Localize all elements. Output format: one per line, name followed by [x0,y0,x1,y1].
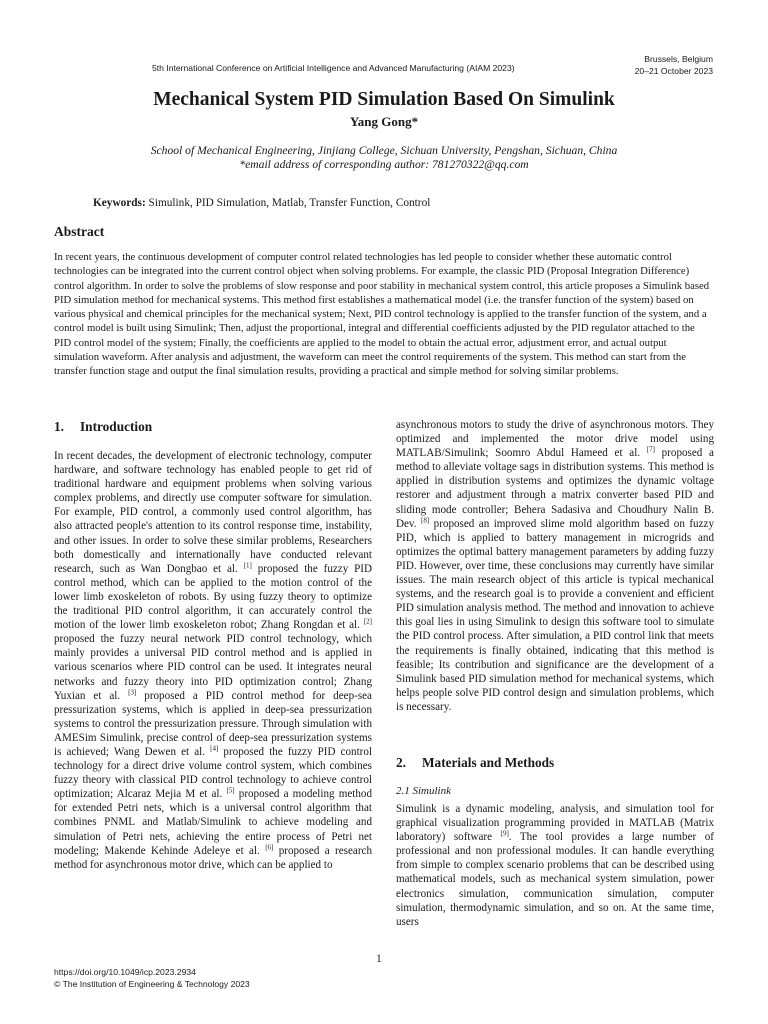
citation: [8] [421,515,430,524]
intro-text: proposed the fuzzy PID control method, which can be applied to the motion control of the lower limb exoskeleton of robots. By using fuzzy theory to optimize the traditional PID control algorithm, it can accurately control the motion of the lower limb exoskeleton robot; Zhang Rongdan et al. [54,562,373,632]
citation: [1] [243,561,252,570]
intro-paragraph-right [396,418,714,714]
keywords [93,197,430,209]
conference-location-dates [635,53,713,77]
intro-text: proposed a modeling method for extended Petri nets, which is a universal control algorithm that combines PNML and Matlab/Simulink to achieve modeling and simulation of Petri nets, achieving the entire process of Petri net modeling; Makende Kehinde Adeleye et al. [54,788,372,857]
abstract-heading: Abstract [54,224,105,239]
copyright: © The Institution of Engineering & Technology 2023 [54,978,250,989]
paper-author: Yang Gong* [349,114,419,129]
affiliation: School of Mechanical Engineering, Jinjiang College, Sichuan University, Pengshan, Sichuan, China [150,144,618,157]
intro-text: proposed the fuzzy PID control technology for a direct drive volume control system, which combines fuzzy theory with classical PID control technology to achieve control optimization; Alcaraz Mejia M et al. [54,745,372,801]
subsection-heading-simulink: 2.1 Simulink [396,785,451,797]
section-heading-introduction [54,419,152,435]
page-number: 1 [376,953,382,965]
doi-link[interactable]: https://doi.org/10.1049/icp.2023.2934 [54,967,196,977]
section-title: Materials and Methods [422,755,555,770]
intro-text: proposed the fuzzy neural network PID control technology, which mainly provides a universal PID control method and is applied in various scenarios where PID control can be used. It integrates neural networks and fuzzy theory into PID optimization control; Zhang Yuxian et al. [54,633,372,702]
methods-text: . The tool provides a large number of professional and non professional modules. It can handle everything from simple to complex scenario problems that can be described using mathematical models, such as mechanical system simulation, power electronics simulation, communication simulation, computer simulation, thermodynamic simulation, and so on. At the same time, users [396,831,714,928]
citation: [6] [265,842,274,851]
citation: [7] [646,445,655,454]
section-title: Introduction [80,419,153,434]
conference-name: 5th International Conference on Artificial Intelligence and Advanced Manufacturing (AIAM 2023) [152,63,515,73]
citation: [4] [210,744,219,753]
abstract-text: In recent years, the continuous development of computer control related technologies has led people to consider whether these automatic control technologies can be integrated into the current control object when solving problems. For example, the classic PID (Proposal Integration Difference) control algorithm. In order to solve the problems of slow response and poor stability in mechanical system control, this article proposes a Simulink based PID simulation method for mechanical systems. This method first establishes a mathematical model (i.e. the transfer function of the system) based on various physical and chemical principles for the mechanical system; Next, PID control technology is applied to the transfer function of the system, and a control model is built using Simulink; Then, adjust the proportional, integral and differential coefficients adjusted by the PID regulator attached to the PID control model of the system; Finally, the coefficients are applied to the model to obtain the actual error, adjustment error, and actual output simulation waveform. After analysis and adjustment, the waveform can meet the control requirements of the system. This method can start from the transfer function stage and output the final simulation results, providing a practical and simple method for solving similar problems. [54,251,710,378]
intro-text: proposed a research method for asynchronous motor drive, which can be applied to [54,844,372,871]
methods-paragraph [396,802,714,929]
intro-paragraph-left [54,449,372,872]
methods-text: Simulink is a dynamic modeling, analysis, and simulation tool for graphical visualization programming provided in MATLAB (Matrix laboratory) software [396,803,714,844]
section-heading-methods [396,755,554,771]
citation: [2] [363,617,373,626]
corresponding-email: *email address of corresponding author: 781270322@qq.com [239,158,529,171]
intro-text: proposed a PID control method for deep-sea pressurization systems, which is applied in deep-sea pressurization systems to control the pressurization pressure. Through simulation with AMESim Simulink, precise control of deep-sea pressurization systems is achieved; Wang Dewen et al. [54,689,372,758]
intro-text: asynchronous motors to study the drive of asynchronous motors. They optimized and implemented the motor drive model using MATLAB/Simulink; Soomro Abdul Hameed et al. [396,419,714,460]
keywords-list: Simulink, PID Simulation, Matlab, Transfer Function, Control [148,197,431,209]
intro-text: In recent decades, the development of electronic technology, computer hardware, and software technology has enabled people to get rid of traditional hardware and equipment problems when solving various complex problems, and directly use computer software for simulation. For example, PID control, a commonly used control algorithm, has also attracted people's attention to its control response time, instability, and other issues. In order to solve these similar problems, Researchers both domestically and internationally have conducted relevant research, such as Wan Dongbao et al. [54,450,372,575]
author-affiliation-block [0,144,768,172]
footer-info [54,967,250,990]
conference-location: Brussels, Belgium [644,54,713,64]
paper-title: Mechanical System PID Simulation Based On Simulink [153,89,615,110]
intro-text: proposed a method to alleviate voltage sags in distribution systems. This method is applied in distribution systems and optimizes the dynamic voltage restorer and adjustment through a matrix converter based PID and sliding mode controller; Behera Sadasiva and Choudhury Nalin B. Dev. [396,447,714,530]
conference-dates: 20–21 October 2023 [634,66,713,76]
intro-text: proposed an improved slime mold algorithm based on fuzzy PID, which is applied to battery management in microgrids and optimizes the optimal battery management parameters by adding fuzzy PID. However, over time, these conclusions may currently have similar issues. The main research object of this article is typical mechanical systems, and the research goal is to provide a convenient and efficient PID simulation analysis method. The method and innovation to achieve this goal lies in using Simulink to design this software tool to simulate the PID control process. After simulation, a PID control link that meets the requirements is finally obtained, indicating that this method is feasible; Its contribution and significance are the development of a Simulink based PID simulation method for mechanical systems, which helps people solve PID control design and simulation problems, which is necessary. [396,517,714,713]
section-number: 2. [396,755,406,770]
citation: [3] [128,687,137,696]
citation: [5] [226,786,235,795]
section-number: 1. [54,419,64,434]
keywords-label: Keywords: [93,197,146,209]
citation: [9] [500,829,509,838]
